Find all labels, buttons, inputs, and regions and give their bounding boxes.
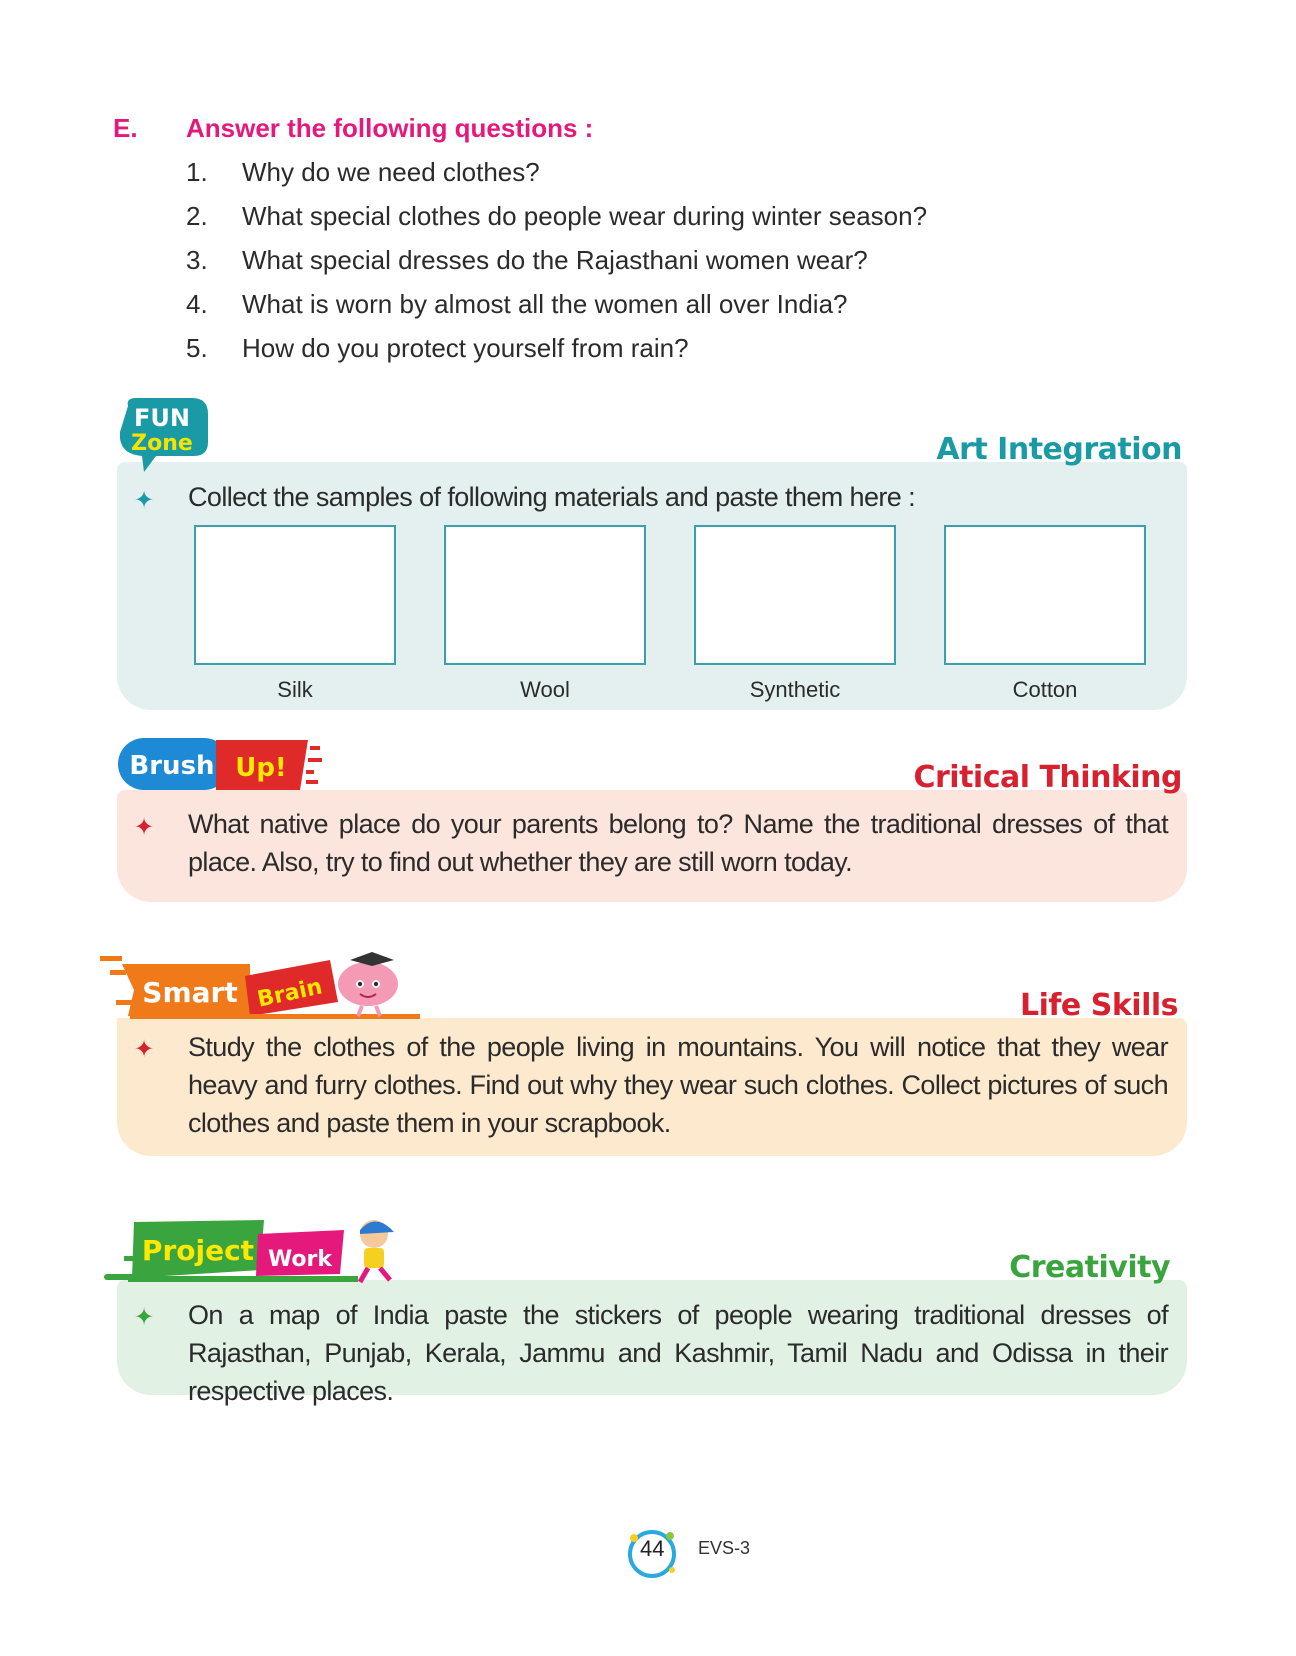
question-3 xyxy=(186,245,868,276)
star-bullet-icon: ✦ xyxy=(134,1304,155,1331)
sample-box-cotton[interactable] xyxy=(944,525,1146,665)
question-5 xyxy=(186,333,689,364)
question-number: 3. xyxy=(186,245,208,275)
brush-up-text: What native place do your parents belong to? Name the traditional dresses of that place. Also, try to find out whether they are still worn today. xyxy=(188,809,1168,877)
project-work-badge xyxy=(104,1212,414,1288)
section-letter: E. xyxy=(113,113,138,143)
smart-badge-word1: Smart xyxy=(142,976,238,1009)
sample-box-silk[interactable] xyxy=(194,525,396,665)
fun-zone-instruction: Collect the samples of following materials and paste them here : xyxy=(188,482,915,512)
sample-label: Silk xyxy=(277,677,313,702)
question-text: What is worn by almost all the women all over India? xyxy=(242,289,848,319)
smart-brain-text: Study the clothes of the people living in mountains. You will notice that they wear heavy and furry clothes. Find out why they wear such clothes. Collect pictures of such clothes and paste them in your scrapbook. xyxy=(188,1032,1168,1138)
star-bullet-icon: ✦ xyxy=(134,814,155,841)
page-number: 44 xyxy=(640,1536,665,1561)
brush-badge-word2: Up! xyxy=(235,753,287,783)
smart-badge-word2: Brain xyxy=(255,974,325,1013)
sample-label: Wool xyxy=(520,677,570,702)
fun-badge-line2: Zone xyxy=(131,431,193,456)
star-bullet-icon: ✦ xyxy=(134,1036,155,1063)
project-work-text: On a map of India paste the stickers of people wearing traditional dresses of Rajasthan, Punjab, Kerala, Jammu and Kashmir, Tamil Nadu and Odissa in their respective places. xyxy=(188,1300,1168,1406)
project-badge-word2: Work xyxy=(267,1247,333,1272)
project-badge-word1: Project xyxy=(141,1234,255,1267)
boy-mascot-icon xyxy=(360,1220,394,1282)
sample-label: Cotton xyxy=(1012,677,1078,702)
question-text: How do you protect yourself from rain? xyxy=(242,333,689,363)
question-number: 5. xyxy=(186,333,208,363)
question-1 xyxy=(186,157,540,188)
sample-box-synthetic[interactable] xyxy=(694,525,896,665)
skill-label-creativity: Creativity xyxy=(1009,1250,1170,1285)
question-2 xyxy=(186,201,927,232)
brush-badge-word1: Brush xyxy=(129,751,215,781)
book-code: EVS-3 xyxy=(698,1538,751,1558)
question-text: What special dresses do the Rajasthani women wear? xyxy=(242,245,868,275)
question-number: 2. xyxy=(186,201,208,231)
question-text: Why do we need clothes? xyxy=(242,157,540,187)
sample-box-wool[interactable] xyxy=(444,525,646,665)
star-bullet-icon: ✦ xyxy=(134,487,155,514)
fun-badge-line1: FUN xyxy=(134,404,190,432)
brush-up-badge xyxy=(118,734,338,794)
skill-label-critical-thinking: Critical Thinking xyxy=(913,760,1182,795)
question-4 xyxy=(186,289,848,320)
fun-zone-badge xyxy=(116,396,210,474)
skill-label-life-skills: Life Skills xyxy=(1019,988,1178,1023)
brain-mascot-icon xyxy=(338,952,398,1016)
skill-label-art-integration: Art Integration xyxy=(936,432,1182,467)
question-text: What special clothes do people wear during winter season? xyxy=(242,201,928,231)
section-title: Answer the following questions : xyxy=(186,113,594,143)
question-number: 4. xyxy=(186,289,208,319)
smart-brain-badge xyxy=(100,950,420,1022)
question-number: 1. xyxy=(186,157,208,187)
sample-label: Synthetic xyxy=(749,677,841,702)
